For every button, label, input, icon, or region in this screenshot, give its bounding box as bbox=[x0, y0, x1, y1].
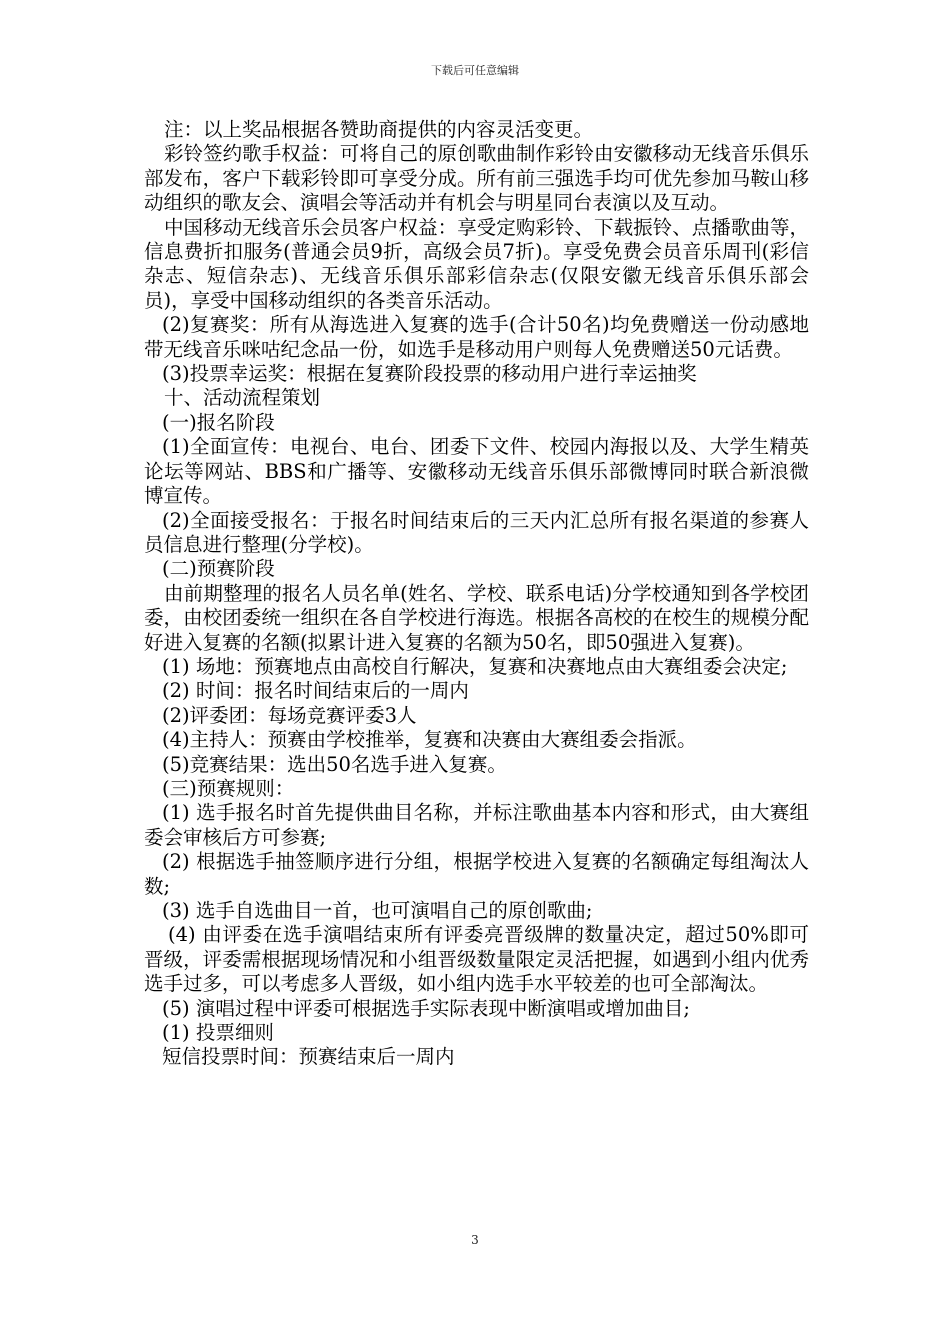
paragraph: 彩铃签约歌手权益：可将自己的原创歌曲制作彩铃由安徽移动无线音乐俱乐部发布，客户下载彩铃即可享受分成。所有前三强选手均可优先参加马鞍山移动组织的歌友会、演唱会等活动并有机会与明星同台表演以及互动。 bbox=[144, 142, 809, 215]
paragraph: 中国移动无线音乐会员客户权益：享受定购彩铃、下载振铃、点播歌曲等，信息费折扣服务(普通会员9折，高级会员7折)。享受免费会员音乐周刊(彩信杂志、短信杂志)、无线音乐俱乐部彩信杂志(仅限安徽无线音乐俱乐部会员)，享受中国移动组织的各类音乐活动。 bbox=[144, 215, 809, 312]
paragraph: (3)投票幸运奖：根据在复赛阶段投票的移动用户进行幸运抽奖 bbox=[162, 362, 697, 386]
paragraph: 十、活动流程策划 bbox=[164, 386, 321, 410]
paragraph: (1) 场地：预赛地点由高校自行解决，复赛和决赛地点由大赛组委会决定; bbox=[162, 654, 788, 678]
paragraph: (一)报名阶段 bbox=[162, 410, 275, 434]
page-number: 3 bbox=[471, 1233, 479, 1247]
paragraph: (5)竞赛结果：选出50名选手进入复赛。 bbox=[162, 752, 507, 776]
paragraph: (2)复赛奖：所有从海选进入复赛的选手(合计50名)均免费赠送一份动感地带无线音乐咪咕纪念品一份，如选手是移动用户则每人免费赠送50元话费。 bbox=[144, 313, 809, 361]
paragraph: 由前期整理的报名人员名单(姓名、学校、联系电话)分学校通知到各学校团委，由校团委统一组织在各自学校进行海选。根据各高校的在校生的规模分配好进入复赛的名额(拟累计进入复赛的名额为50名，即50强进入复赛)。 bbox=[144, 581, 809, 654]
paragraph: (1) 选手报名时首先提供曲目名称，并标注歌曲基本内容和形式，由大赛组委会审核后方可参赛; bbox=[144, 801, 809, 849]
paragraph: (4) 由评委在选手演唱结束所有评委亮晋级牌的数量决定，超过50%即可晋级，评委需根据现场情况和小组晋级数量限定灵活把握，如遇到小组内优秀选手过多，可以考虑多人晋级，如小组内选手水平较差的也可全部淘汰。 bbox=[144, 923, 809, 996]
paragraph: 短信投票时间：预赛结束后一周内 bbox=[162, 1045, 455, 1069]
paragraph: (2) 根据选手抽签顺序进行分组，根据学校进入复赛的名额确定每组淘汰人数; bbox=[144, 850, 809, 898]
paragraph: (2)全面接受报名：于报名时间结束后的三天内汇总所有报名渠道的参赛人员信息进行整理(分学校)。 bbox=[144, 508, 809, 556]
paragraph: (二)预赛阶段 bbox=[162, 557, 275, 581]
paragraph: (4)主持人：预赛由学校推举，复赛和决赛由大赛组委会指派。 bbox=[162, 728, 697, 752]
paragraph: (5) 演唱过程中评委可根据选手实际表现中断演唱或增加曲目; bbox=[162, 996, 690, 1020]
paragraph: (2) 时间：报名时间结束后的一周内 bbox=[162, 679, 469, 703]
paragraph: (1) 投票细则 bbox=[162, 1021, 274, 1045]
paragraph: (2)评委团：每场竞赛评委3人 bbox=[162, 703, 417, 727]
document-body bbox=[144, 118, 809, 1070]
paragraph: (三)预赛规则： bbox=[162, 776, 295, 800]
paragraph: (3) 选手自选曲目一首，也可演唱自己的原创歌曲; bbox=[162, 899, 593, 922]
paragraph: (1)全面宣传：电视台、电台、团委下文件、校园内海报以及、大学生精英论坛等网站、BBS和广播等、安徽移动无线音乐俱乐部微博同时联合新浪微博宣传。 bbox=[144, 435, 809, 508]
page-header: 下载后可任意编辑 bbox=[431, 64, 519, 77]
paragraph: 注：以上奖品根据各赞助商提供的内容灵活变更。 bbox=[164, 118, 594, 141]
